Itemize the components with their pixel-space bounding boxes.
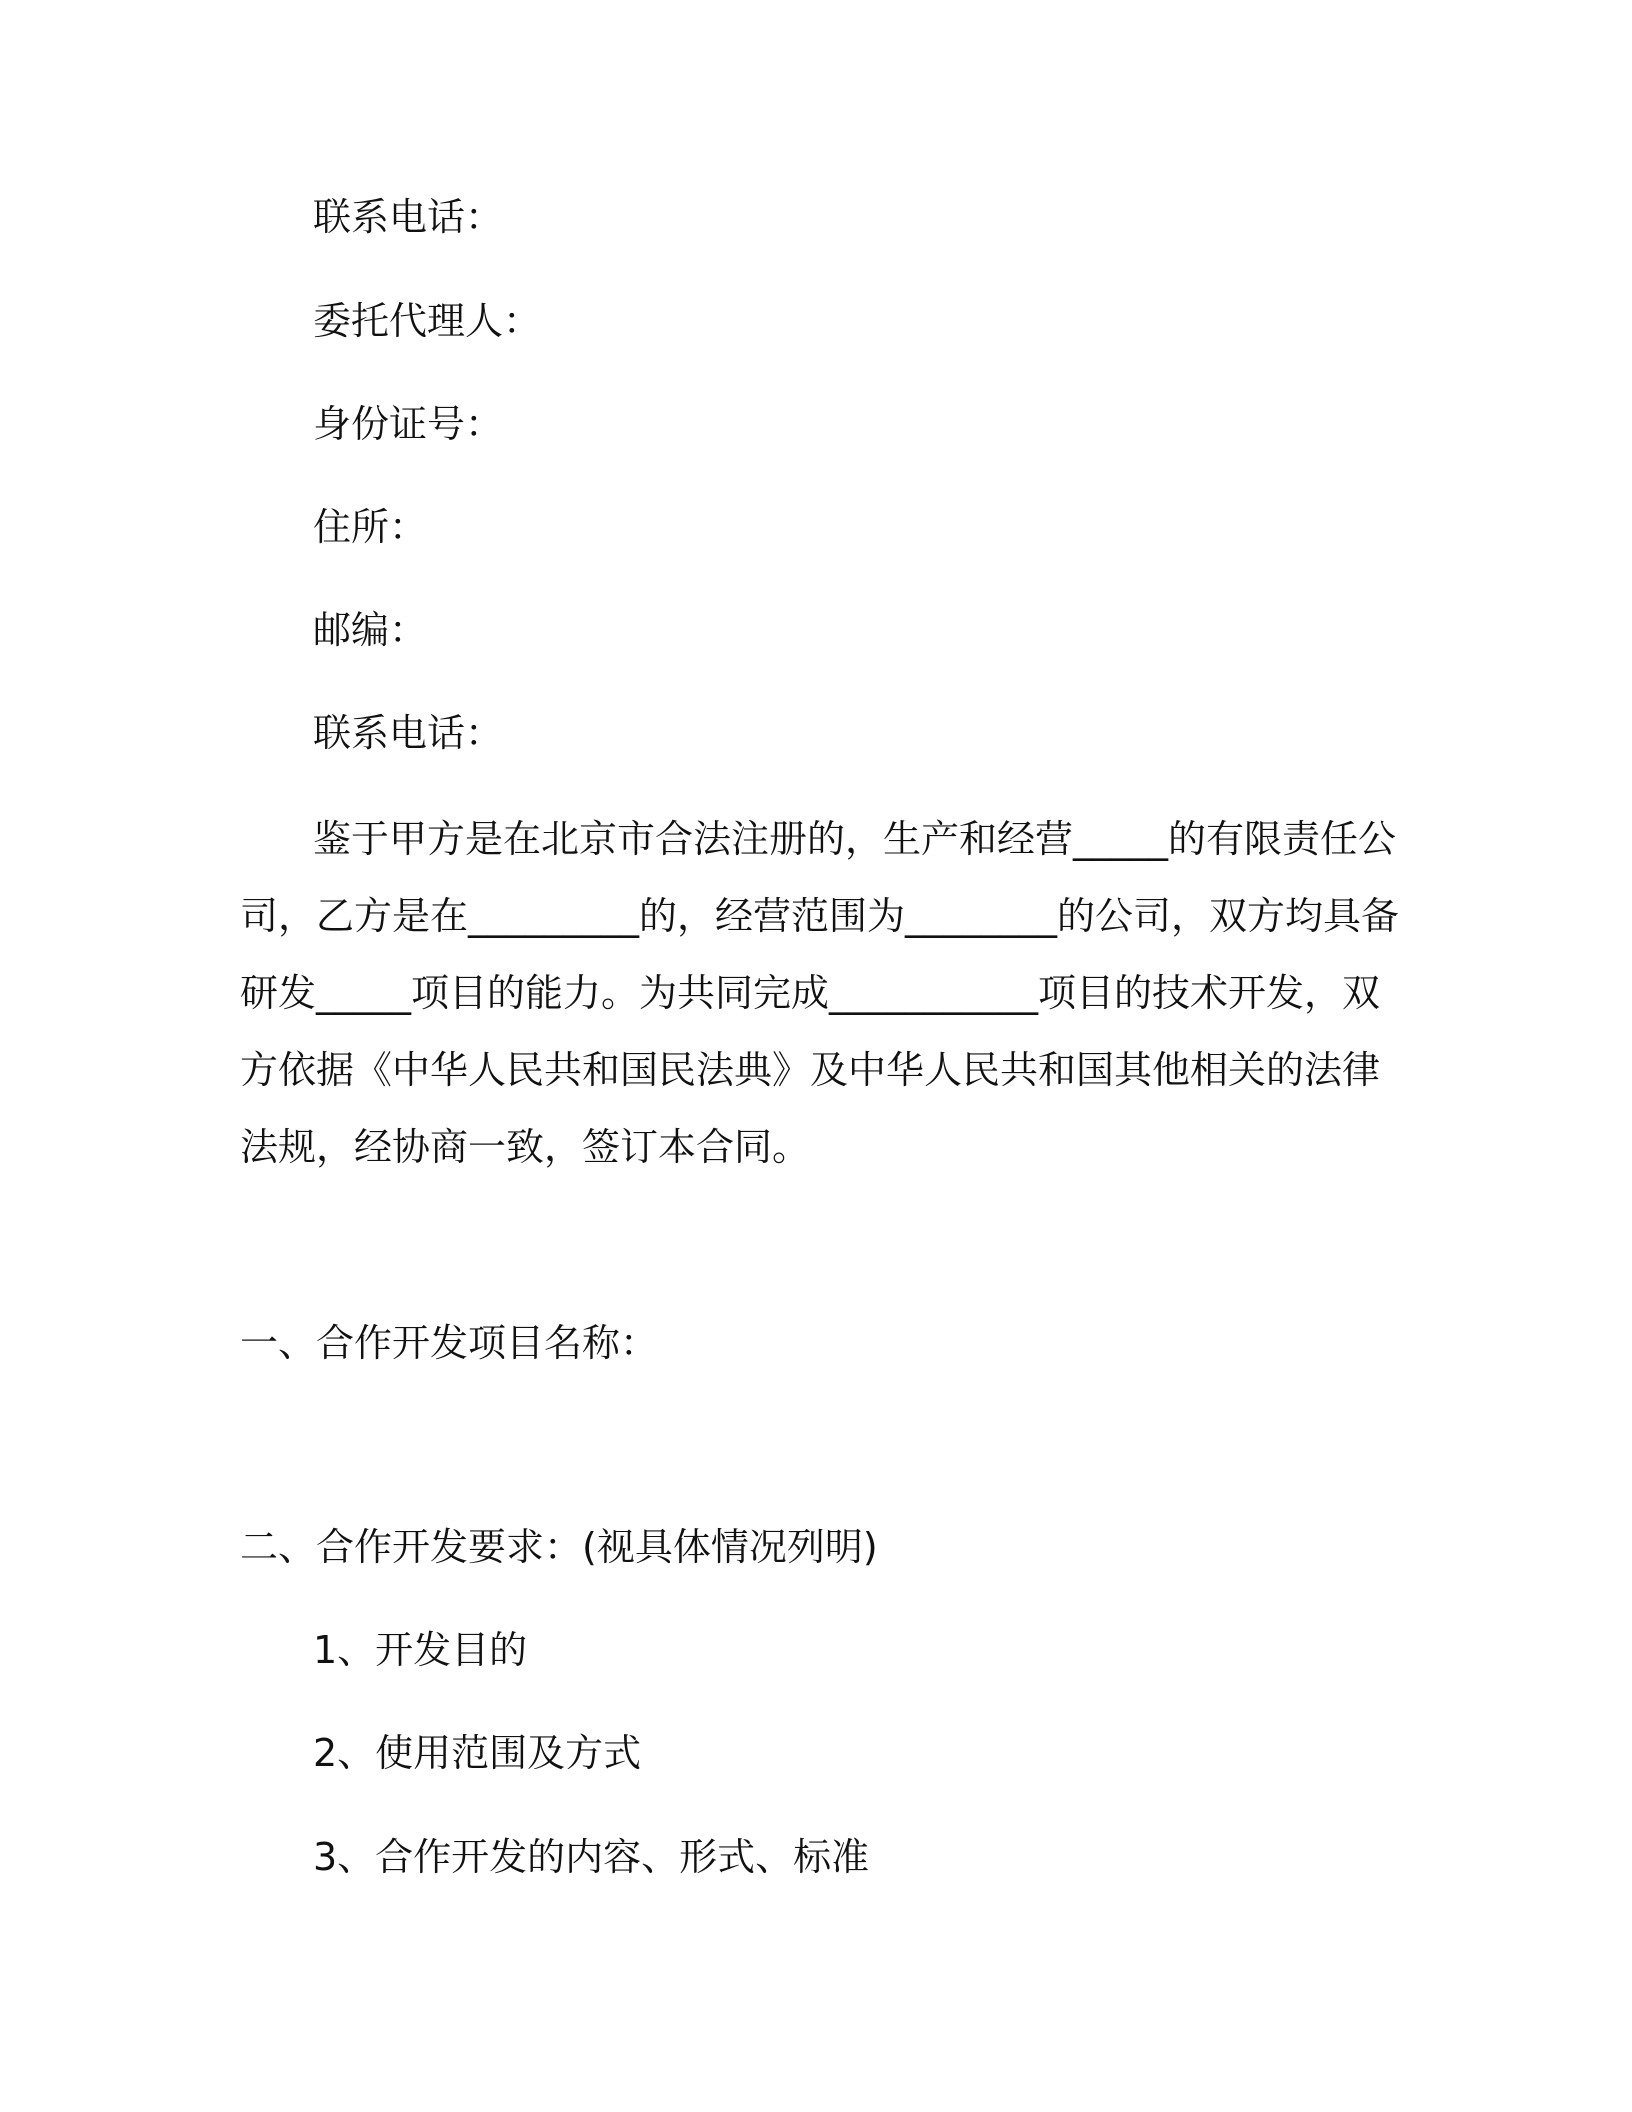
preamble-paragraph bbox=[240, 801, 1400, 1186]
field-agent: 委托代理人： bbox=[313, 299, 542, 343]
preamble-line: 方依据《中华人民共和国民法典》及中华人民共和国其他相关的法律 bbox=[240, 1048, 1381, 1092]
preamble-line: 研发_____项目的能力。为共同完成___________项目的技术开发，双 bbox=[240, 971, 1381, 1015]
field-postcode: 邮编： bbox=[313, 608, 428, 652]
field-contact-phone-2: 联系电话： bbox=[313, 711, 504, 755]
preamble-line: 司，乙方是在_________的，经营范围为________的公司，双方均具备 bbox=[240, 894, 1400, 938]
preamble-line: 法规，经协商一致，签订本合同。 bbox=[240, 1125, 811, 1169]
field-id-number: 身份证号： bbox=[313, 402, 504, 446]
preamble-line: 鉴于甲方是在北京市合法注册的，生产和经营_____的有限责任公 bbox=[313, 817, 1397, 861]
section-2-heading: 二、合作开发要求：(视具体情况列明) bbox=[240, 1525, 878, 1569]
section-2-item: 2、使用范围及方式 bbox=[313, 1731, 642, 1775]
field-contact-phone-1: 联系电话： bbox=[313, 195, 504, 239]
section-1-heading: 一、合作开发项目名称： bbox=[240, 1321, 659, 1365]
field-address: 住所： bbox=[313, 505, 428, 549]
section-2-item: 3、合作开发的内容、形式、标准 bbox=[313, 1835, 870, 1879]
section-2-item: 1、开发目的 bbox=[313, 1628, 528, 1672]
